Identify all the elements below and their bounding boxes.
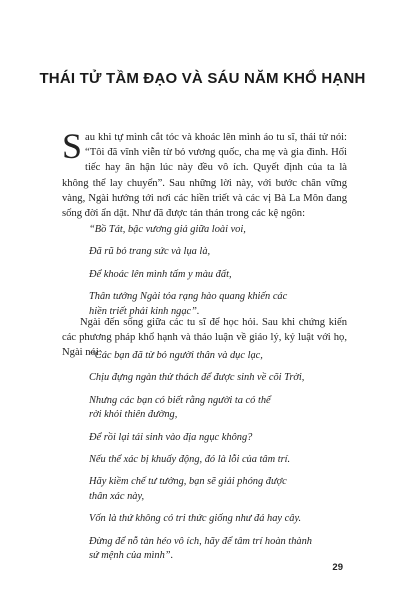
- verse-line: Nhưng các bạn có biết rằng người ta có thể rời khỏi thiên đường,: [89, 394, 271, 421]
- page-number: 29: [332, 562, 343, 573]
- drop-cap: S: [62, 126, 83, 166]
- verse-line: Đừng để nỗ tàn héo vô ích, hãy để tâm trí hoàn thành sứ mệnh của mình”.: [89, 535, 312, 562]
- opening-paragraph: [62, 126, 347, 221]
- verse-line: Hãy kiềm chế tư tưởng, bạn sẽ giải phóng được thân xác này,: [89, 476, 287, 502]
- verse-block-1: [89, 223, 344, 327]
- chapter-title: THÁI TỬ TẦM ĐẠO VÀ SÁU NĂM KHỔ HẠNH: [39, 70, 366, 87]
- verse-line: Nếu thể xác bị khuấy động, đó là lỗi của tâm trí.: [89, 454, 291, 466]
- opening-paragraph-text: au khi tự mình cắt tóc và khoác lên mình áo tu sĩ, thái tử nói: “Tôi đã vĩnh viễn từ bỏ vương quốc, cha mẹ và gia đình. Hối tiếc hay ân hận lúc này đều vô ích. Quyết định của ta là không thể lay chuyển”. Sau những lời này, với bước chân vững vàng, Ngài hướng tới nơi các hiền triết và các vị Bà La Môn đang sống đời ẩn dật. Như đã được tán thán trong các kệ ngôn:: [62, 132, 347, 220]
- verse-line: Để khoác lên mình tấm y màu đất,: [89, 268, 232, 280]
- verse-line: Thân tướng Ngài tỏa rạng hào quang khiến các hiền triết phải kinh ngạc”.: [89, 291, 288, 317]
- verse-line: “Bồ Tát, bậc vương giả giữa loài voi,: [89, 224, 246, 235]
- verse-line: “Các bạn đã từ bỏ người thân và dục lạc,: [89, 350, 263, 361]
- verse-block-2: [89, 349, 344, 571]
- verse-line: Vốn là thứ không có tri thức giống như đá hay cây.: [89, 513, 302, 525]
- verse-line: Để rồi lại tái sinh vào địa ngục không?: [89, 431, 253, 443]
- second-paragraph: Ngài đến sống giữa các tu sĩ để học hỏi. Sau khi chứng kiến các phương pháp khổ hạnh và thảo luận về giáo lý, kỷ luật với họ, Ngài nói:: [62, 317, 347, 359]
- verse-line: Đã rũ bỏ trang sức và lụa là,: [89, 246, 211, 258]
- verse-line: Chịu đựng ngàn thử thách để được sinh về cõi Trời,: [89, 372, 305, 384]
